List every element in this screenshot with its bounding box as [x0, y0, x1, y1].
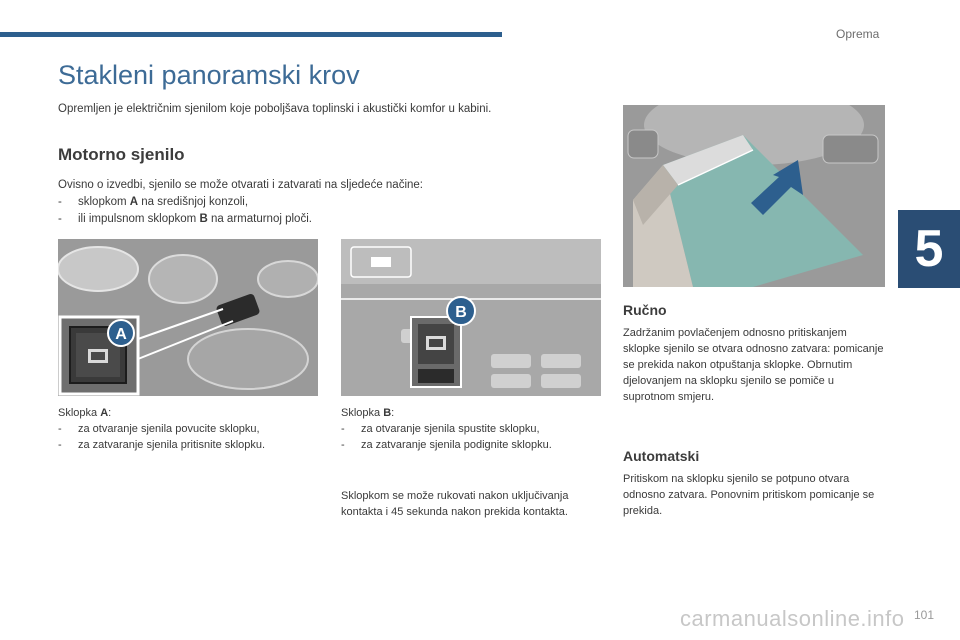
photo-switch-a	[58, 239, 318, 396]
intro-text: Opremljen je električnim sjenilom koje poboljšava toplinski i akustički komfor u kabini.	[58, 103, 492, 115]
photo-roof	[623, 105, 885, 287]
switch-b-note: Sklopkom se može rukovati nakon uključivanja kontakta i 45 sekunda nakon prekida kontakta.	[341, 490, 569, 518]
list-item: - za zatvaranje sjenila pritisnite sklopku.	[58, 439, 266, 451]
manual-text: Zadržanim povlačenjem odnosno pritiskanjem sklopke sjenilo se otvara odnosno zatvara: pomicanje se prekida nakon otpuštanja sklopke. Obrnutim djelovanjem na sklopku sjenilo se pomiče u suprotnom smjeru.	[623, 327, 884, 403]
label-b: B	[455, 304, 467, 321]
motor-heading: Motorno sjenilo	[58, 145, 185, 164]
switch-b-description: Sklopka B: - za otvaranje sjenila spustite sklopku, - za zatvaranje sjenila podignite sklopku.	[341, 405, 611, 453]
label-a: A	[115, 326, 127, 343]
header-bar	[0, 32, 502, 37]
list-item: - sklopkom A na središnjoj konzoli,	[58, 196, 249, 208]
page-title: Stakleni panoramski krov	[58, 60, 360, 90]
page-number: 101	[914, 608, 935, 622]
section-name: Oprema	[836, 27, 880, 41]
list-item: - za otvaranje sjenila spustite sklopku,	[341, 423, 540, 435]
switch-a-description: Sklopka A: - za otvaranje sjenila povucite sklopku, - za zatvaranje sjenila pritisnite sklopku.	[58, 405, 328, 453]
photo-switch-b	[341, 239, 601, 396]
manual-heading: Ručno	[623, 302, 667, 318]
list-item: - za otvaranje sjenila povucite sklopku,	[58, 423, 260, 435]
auto-heading: Automatski	[623, 448, 700, 464]
motor-lead-text: Ovisno o izvedbi, sjenilo se može otvarati i zatvarati na sljedeće načine:	[58, 179, 423, 191]
list-item: - za zatvaranje sjenila podignite sklopku.	[341, 439, 552, 451]
watermark: carmanualsonline.info	[680, 606, 905, 631]
chapter-tab: 5	[898, 210, 960, 288]
list-item: - ili impulsnom sklopkom B na armaturnoj ploči.	[58, 213, 312, 225]
auto-text: Pritiskom na sklopku sjenilo se potpuno otvara odnosno zatvara. Ponovnim pritiskom pomicanje se prekida.	[623, 473, 875, 517]
motor-lead	[58, 177, 558, 228]
